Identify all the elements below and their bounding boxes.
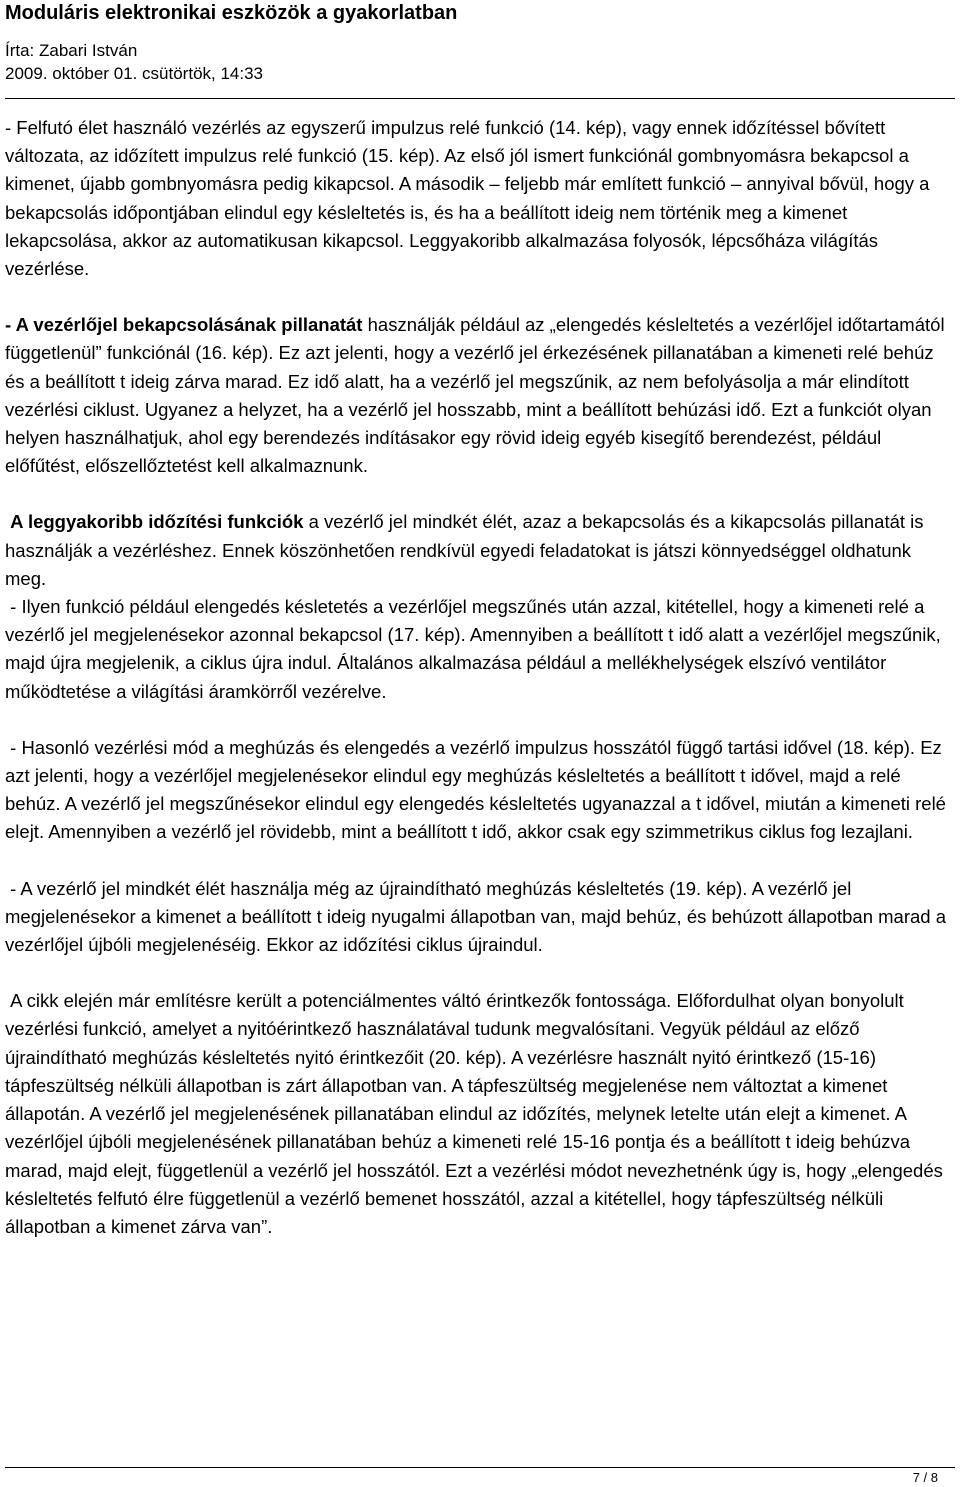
paragraph-text: a vezérlő jel mindkét élét, azaz a bekapcsolás és a kikapcsolás pillanatát is használják a vezérléshez. Ennek köszönhetően rendkívül egyedi feladatokat is játszi könnyedséggel oldhatunk meg. <box>5 511 924 589</box>
document-title: Moduláris elektronikai eszközök a gyakorlatban <box>5 2 458 24</box>
header-divider <box>5 98 955 99</box>
article-body <box>5 114 955 1269</box>
document-author: Írta: Zabari István <box>5 41 138 60</box>
paragraph-restartable-delay <box>5 875 955 960</box>
paragraph-bold-lead: - A vezérlőjel bekapcsolásának pillanatát <box>5 314 363 336</box>
paragraph-impulse-relay <box>5 114 955 283</box>
paragraph-text: - Ilyen funkció például elengedés késletetés a vezérlőjel megszűnés után azzal, kitétellel, hogy a kimeneti relé a vezérlő jel megjelenésekor azonnal bekapcsol (17. kép). Amennyiben a beállított t idő alatt a vezérlőjel megszűnik, majd újra megjelenik, a ciklus újra indul. Általános alkalmazása például a mellékhelységek elszívó ventilátor működtetése a világítási áramkörről vezérelve. <box>5 596 941 702</box>
paragraph-text: - Hasonló vezérlési mód a meghúzás és elengedés a vezérlő impulzus hosszától függő tartási idővel (18. kép). Ez azt jelenti, hogy a vezérlőjel megjelenésekor elindul egy meghúzás késleltetés a beállított t idővel, majd a relé behúz. A vezérlő jel megszűnésekor elindul egy elengedés késleltetés ugyanazzal a t idővel, miután a kimeneti relé elejt. Amennyiben a vezérlő jel rövidebb, mint a beállított t idő, akkor csak egy szimmetrikus ciklus fog lezajlani. <box>5 736 946 843</box>
page-number: 7 / 8 <box>912 1470 938 1485</box>
paragraph-common-functions <box>5 508 955 593</box>
paragraph-release-delay <box>5 593 955 706</box>
document-date: 2009. október 01. csütörtök, 14:33 <box>5 64 264 83</box>
footer-divider <box>5 1467 955 1468</box>
paragraph-text: A cikk elején már említésre került a potenciálmentes váltó érintkezők fontossága. Előfordulhat olyan bonyolult vezérlési funkció, amelyet a nyitóérintkező használatával tudunk megvalósítani. Vegyük például az előző újraindítható meghúzás késleltetés nyitó érintkezőit (20. kép). A vezérlésre használt nyitó érintkező (15-16) tápfeszültség nélküli állapotban is zárt állapotban van. A tápfeszültség megjelenése nem változtat a kimenet állapotán. A vezérlő jel megjelenésének pillanatában elindul az időzítés, melynek letelte után elejt a kimenet. A vezérlőjel újbóli megjelenésének pillanatában behúz a kimeneti relé 15-16 pontja és a beállított t ideig behúzva marad, majd elejt, függetlenül a vezérlő jel hosszától. Ezt a vezérlési módot nevezhetnénk úgy is, hogy „elengedés késleltetés felfutó élre függetlenül a vezérlő bemenet hosszától, azzal a kitétellel, hogy tápfeszültség nélküli állapotban a kimenet zárva van”. <box>5 990 943 1237</box>
paragraph-text: használják például az „elengedés késleltetés a vezérlőjel időtartamától függetlenül” funkciónál (16. kép). Ez azt jelenti, hogy a vezérlő jel érkezésének pillanatában a kimeneti relé behúz és a beállított t ideig zárva marad. Ez idő alatt, ha a vezérlő jel megszűnik, az nem befolyásolja a már elindított vezérlési ciklust. Ugyanez a helyzet, ha a vezérlő jel hosszabb, mint a beállított behúzási idő. Ezt a funkciót olyan helyen használhatjuk, ahol egy berendezés indításakor egy rövid ideig egyéb kisegítő berendezést, például előfűtést, előszellőztetést kell alkalmaznunk. <box>5 314 945 477</box>
paragraph-pull-release <box>5 734 955 847</box>
document-header <box>5 0 955 84</box>
paragraph-bold-lead: A leggyakoribb időzítési funkciók <box>10 511 304 533</box>
paragraph-text: - A vezérlő jel mindkét élét használja még az újraindítható meghúzás késleltetés (19. kép). A vezérlő jel megjelenésekor a kimenet a beállított t ideig nyugalmi állapotban van, majd behúz, és behúzott állapotban marad a vezérlőjel újbóli megjelenéséig. Ekkor az időzítési ciklus újraindul. <box>5 877 947 956</box>
paragraph-changeover-contacts <box>5 987 955 1241</box>
paragraph-switch-on-moment <box>5 311 955 480</box>
paragraph-text: - Felfutó élet használó vezérlés az egyszerű impulzus relé funkció (14. kép), vagy ennek időzítéssel bővített változata, az időzített impulzus relé funkció (15. kép). Az első jól ismert funkciónál gombnyomásra bekapcsol a kimenet, újabb gombnyomásra pedig kikapcsol. A második – feljebb már említett funkció – annyival bővül, hogy a bekapcsolás időpontjában elindul egy késleltetés is, és ha a beállított ideig nem történik meg a kimenet lekapcsolása, akkor az automatikusan kikapcsol. Leggyakoribb alkalmazása folyosók, lépcsőháza világítás vezérlése. <box>5 117 930 280</box>
